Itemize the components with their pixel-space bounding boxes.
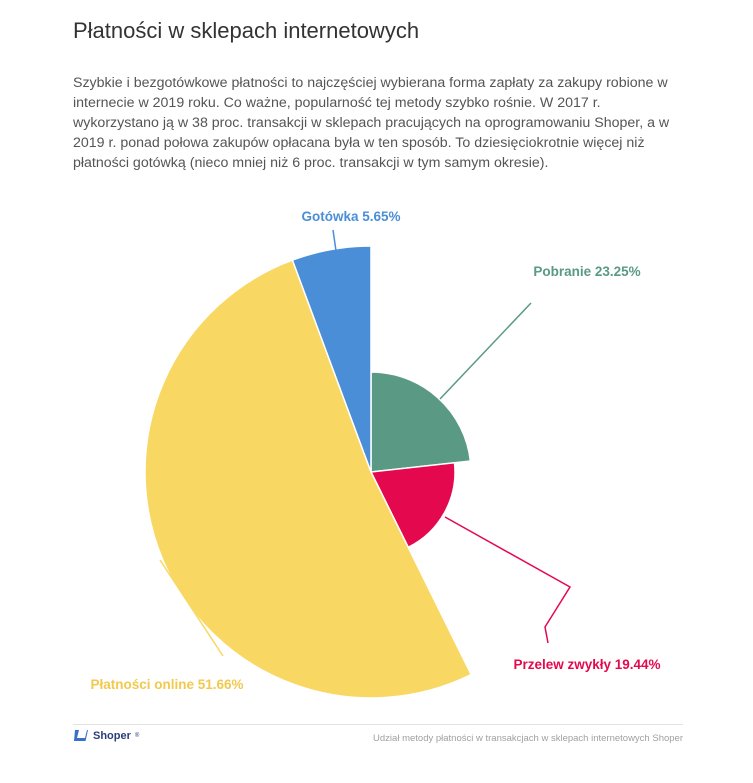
footer-divider (73, 724, 683, 725)
chart-title: Płatności w sklepach internetowych (73, 18, 420, 43)
slice-pobranie[interactable] (371, 372, 470, 472)
logo-text: Shoper (93, 730, 131, 742)
shoper-logo-icon (73, 729, 89, 743)
label-pobranie: Pobranie 23.25% (533, 264, 641, 279)
chart-description: Szybkie i bezgotówkowe płatności to najczęściej wybierana forma zapłaty za zakupy robione w internecie w 2019 roku. Co ważne, popularność tej metody szybko rośnie. W 2017 r. wykorzystano ją w 38 proc. transakcji w sklepach pracujących na oprogramowaniu Shoper, a w 2019 r. ponad połowa zakupów opłacana była w ten sposób. To dziesięciokrotnie więcej niż płatności gotówką (nieco mniej niż 6 proc. transakcji w tym samym okresie). (73, 75, 670, 171)
label-online: Płatności online 51.66% (90, 677, 244, 692)
label-gotowka: Gotówka 5.65% (301, 209, 401, 224)
chart-source-note: Udział metody płatności w transakcjach w sklepach internetowych Shoper (373, 733, 683, 744)
logo-trademark: ® (134, 733, 140, 739)
shoper-logo (73, 729, 139, 743)
label-przelew: Przelew zwykły 19.44% (513, 657, 661, 672)
leader-przelew (445, 517, 570, 643)
leader-pobranie (440, 303, 531, 399)
